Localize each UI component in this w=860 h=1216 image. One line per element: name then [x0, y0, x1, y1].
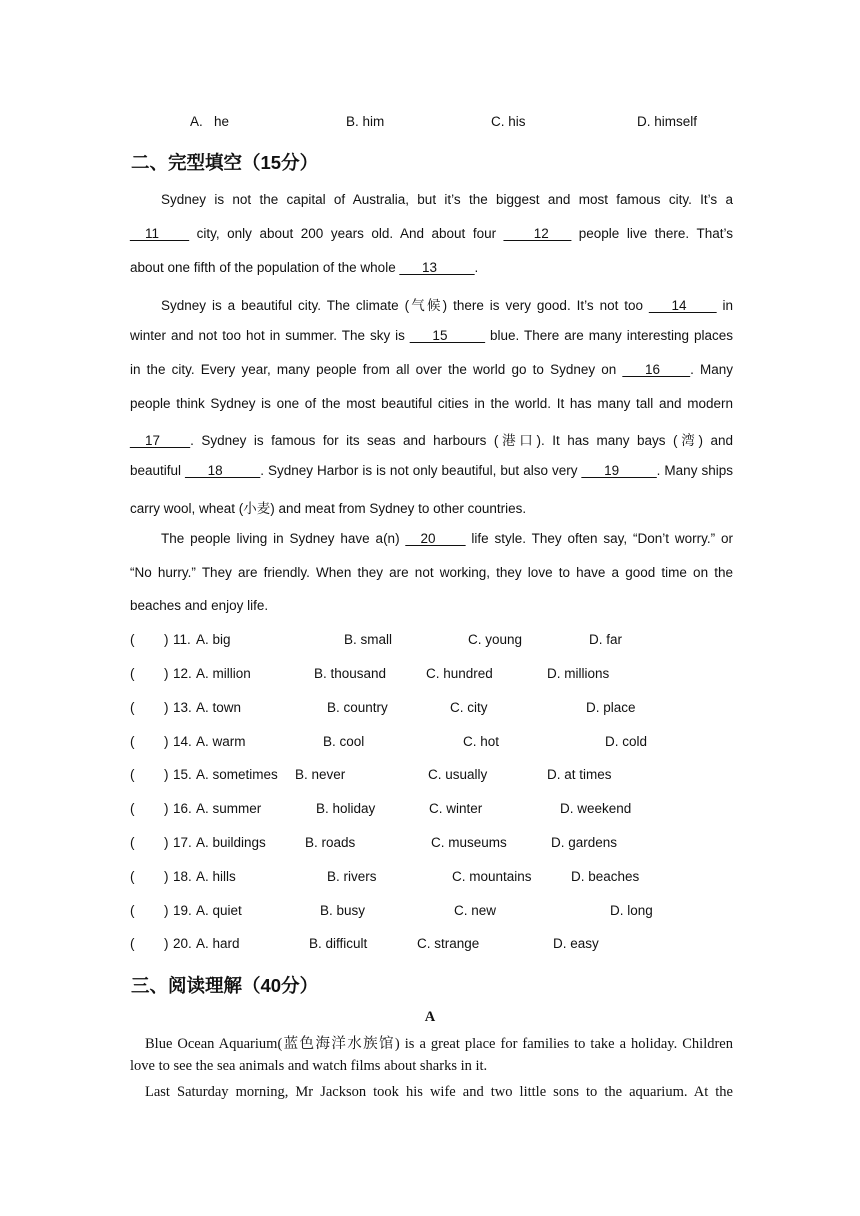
q16-option-a: A. summer — [196, 801, 262, 816]
q14-option-b: B. cool — [323, 734, 365, 749]
q14-option-d: D. cold — [605, 734, 648, 749]
q19-option-c: C. new — [454, 903, 497, 918]
blank-13: ___13_____ — [399, 260, 475, 275]
section2-heading: 二、完型填空（15分） — [131, 152, 319, 173]
passage-label: A — [424, 1009, 436, 1025]
q18-option-a: A. hills — [196, 869, 236, 884]
q13-option-a: A. town — [196, 700, 242, 715]
q11-option-a: A. big — [196, 632, 231, 647]
q17-option-d: D. gardens — [551, 835, 618, 850]
q16-option-b: B. holiday — [316, 801, 376, 816]
q11-option-d: D. far — [589, 632, 623, 647]
blank-16: ___16____ — [622, 362, 691, 377]
q19-option-a: A. quiet — [196, 903, 242, 918]
blank-19: ___19_____ — [581, 463, 657, 478]
section3-heading: 三、阅读理解（40分） — [131, 975, 319, 996]
p3-line1: The people living in Sydney have a(n) __20____ life style. They often say, “Don’t worry.” or — [161, 531, 733, 546]
p2-line3: in the city. Every year, many people from all over the world go to Sydney on ___16____. Many — [130, 362, 733, 377]
q15-option-b: B. never — [295, 767, 346, 782]
q18-option-d: D. beaches — [571, 869, 640, 884]
q10-option-d: D. himself — [637, 114, 698, 129]
q11-option-b: B. small — [344, 632, 393, 647]
q20-option-b: B. difficult — [309, 936, 368, 951]
blank-17: __17____ — [130, 433, 191, 448]
q10-option-c: C. his — [491, 114, 526, 129]
p2-line4: people think Sydney is one of the most beautiful cities in the world. It has many tall and modern — [130, 396, 733, 411]
passage-line-1: Blue Ocean Aquarium(蓝色海洋水族馆) is a great place for families to take a holiday. Children — [145, 1036, 733, 1052]
p2-line6: beautiful ___18_____. Sydney Harbor is is not only beautiful, but also very ___19_____. Many ships — [130, 463, 734, 478]
q16-option-c: C. winter — [429, 801, 483, 816]
q10-option-a: A. he — [190, 114, 230, 129]
q14-option-a: A. warm — [196, 734, 246, 749]
q17-option-a: A. buildings — [196, 835, 266, 850]
q20-option-d: D. easy — [553, 936, 599, 951]
exam-page: A. he B. him C. his D. himself 二、完型填空（15分） Sydney is not the capital of Australia, but it’s the biggest and most famous city. It’s a __11____ city, only about 200 years old. And about four ____12___ people live there. That’s about one fifth of the population of the whole ___13_____. Sydney is a beautiful city. The climate (气候) there is very good. It’s not too ___14____ in winter and not too hot in summer. The sky is ___15_____ blue. There are many interesting places in the city. Every year, many people from all over the world go to Sydney on ___16____. Many people think Sydney is one of the most beautiful cities in the world. It has many tall and modern __17____. Sydney is famous for its seas and harbours (港口). It has many bays (湾) and beautiful ___18_____. Sydney Harbor is is not only beautiful, but also very ___19_____. Many ships carry wool, wheat (小麦) and meat from Sydney to other countries. The people living in Sydney have a(n) __20____ life style. They often say, “Don’t worry.” or “No hurry.” They are friendly. When they are not working, they love to have a good time on the beaches and enjoy life. ( ) 11. A. big B. small C. young D. far ( ) 12. A. million B. thousand C. hundred D. millions ( ) 13. A. town B. country C. city D. place ( ) 14. A. warm B. cool C. hot D. cold ( ) 15. A. sometimes B. never C. usually D. at times ( ) 16. A. summer B. holiday C. winter D. weekend ( ) 17. A. buildings B. roads C. museums D. gardens ( ) 18. A. hills B. rivers C. mountains D. beaches ( ) 19. A. quiet B. busy C. new D. long ( ) 20. A. hard B. difficult C. strange D. easy 三、阅读理解（40分） A Blue Ocean Aquarium(蓝色海洋水族馆) is a great place for families to take a holiday. Children love to see the sea animals and watch films about sharks in it. Last Saturday morning, Mr Jackson took his wife and two little sons to the aquarium. At the — [0, 0, 860, 1216]
q20-option-a: A. hard — [196, 936, 240, 951]
q17-option-c: C. museums — [431, 835, 507, 850]
q19-option-b: B. busy — [320, 903, 366, 918]
q19-option-d: D. long — [610, 903, 653, 918]
q12-option-c: C. hundred — [426, 666, 493, 681]
q10-option-b: B. him — [346, 114, 385, 129]
p3-line2: “No hurry.” They are friendly. When they are not working, they love to have a good time on the — [130, 565, 733, 580]
q20-option-c: C. strange — [417, 936, 480, 951]
blank-12: ____12___ — [503, 226, 572, 241]
q16-option-d: D. weekend — [560, 801, 632, 816]
p2-line7: carry wool, wheat (小麦) and meat from Sydney to other countries. — [130, 501, 527, 516]
q14-option-c: C. hot — [463, 734, 500, 749]
blank-15: ___15_____ — [409, 328, 485, 343]
q10-options — [0, 114, 860, 134]
blank-18: ___18_____ — [185, 463, 261, 478]
passage-line-3: Last Saturday morning, Mr Jackson took his wife and two little sons to the aquarium. At the — [145, 1084, 733, 1100]
q17-option-b: B. roads — [305, 835, 356, 850]
p1-line3: about one fifth of the population of the whole ___13_____. — [130, 260, 479, 275]
q11-option-c: C. young — [468, 632, 523, 647]
q15-option-d: D. at times — [547, 767, 612, 782]
q12-option-d: D. millions — [547, 666, 610, 681]
p1-line2: __11____ city, only about 200 years old. And about four ____12___ people live there. That’s — [130, 226, 733, 241]
q12-option-a: A. million — [196, 666, 251, 681]
q15-option-a: A. sometimes — [196, 767, 278, 782]
passage-line-2: love to see the sea animals and watch films about sharks in it. — [130, 1058, 488, 1074]
blank-20: __20____ — [405, 531, 466, 546]
p2-line5: __17____. Sydney is famous for its seas and harbours (港口). It has many bays (湾) and — [130, 433, 733, 448]
q12-option-b: B. thousand — [314, 666, 387, 681]
p1-line1: Sydney is not the capital of Australia, but it’s the biggest and most famous city. It’s a — [161, 192, 733, 207]
q18-option-b: B. rivers — [327, 869, 377, 884]
p3-line3: beaches and enjoy life. — [130, 598, 269, 613]
p2-line2: winter and not too hot in summer. The sky is ___15_____ blue. There are many interesting places — [130, 328, 733, 343]
q13-option-c: C. city — [450, 700, 488, 715]
blank-11: __11____ — [130, 226, 190, 241]
q13-option-d: D. place — [586, 700, 636, 715]
blank-14: ___14____ — [648, 298, 717, 313]
q13-option-b: B. country — [327, 700, 388, 715]
q15-option-c: C. usually — [428, 767, 488, 782]
q18-option-c: C. mountains — [452, 869, 532, 884]
p2-line1: Sydney is a beautiful city. The climate (气候) there is very good. It’s not too ___14____ in — [161, 298, 733, 313]
